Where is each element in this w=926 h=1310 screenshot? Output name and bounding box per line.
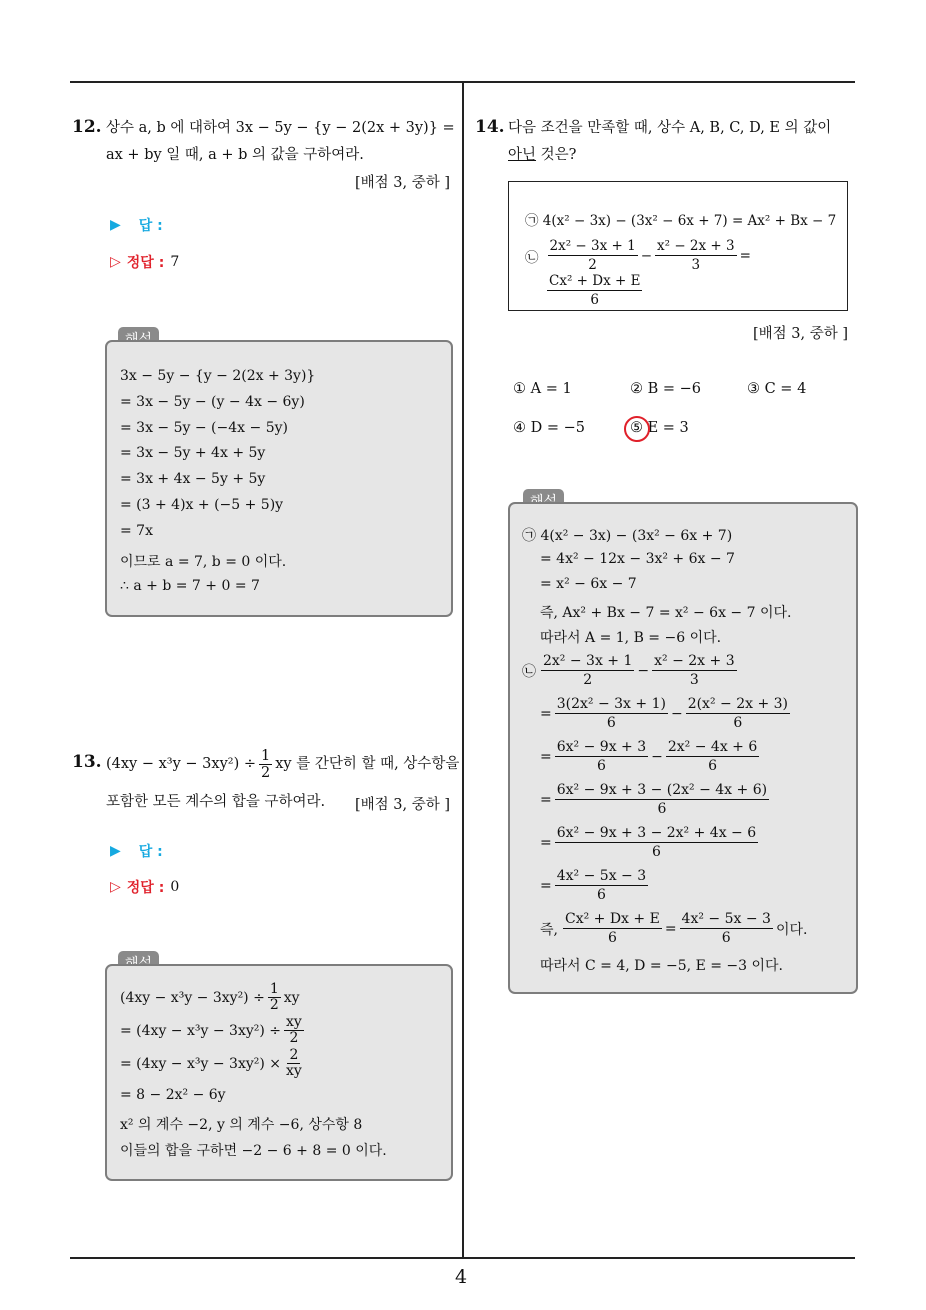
question-14-line1: 다음 조건을 만족할 때, 상수 A, B, C, D, E 의 값이 <box>508 120 832 136</box>
selected-answer-circle-mark <box>624 416 650 442</box>
question-12-line1: 상수 a, b 에 대하여 3x − 5y − {y − 2(2x + 3y)} = <box>106 120 455 136</box>
question-13-number: 13. <box>72 752 102 772</box>
question-13-line2: 포함한 모든 계수의 합을 구하여라. <box>106 794 326 810</box>
expression-left: (4xy − x³y − 3xy²) ÷ <box>106 756 256 772</box>
solution-line: = $\frac{\text{3(2x² − 3x + 1)}}{6}$ − $\frac{\text{2(x² − 2x + 3)}}{6}$ <box>540 696 788 731</box>
choice-3[interactable]: ③ C = 4 <box>747 381 807 397</box>
solution-line: 3x − 5y − {y − 2(2x + 3y)} <box>120 368 316 384</box>
bottom-rule <box>70 1257 855 1259</box>
solution-line: = 8 − 2x² − 6y <box>120 1087 226 1103</box>
solution-line: = $\frac{\text{6x² − 9x + 3 − (2x² − 4x + 6)}}{6}$ <box>540 782 768 817</box>
correct-value: 7 <box>170 254 180 270</box>
play-icon: ▶ <box>110 843 121 859</box>
question-12-score: [배점 3, 중하 ] <box>355 175 451 191</box>
question-14-line2: 아닌 것은? <box>508 147 577 163</box>
choice-2[interactable]: ② B = −6 <box>630 381 702 397</box>
solution-line: 따라서 C = 4, D = −5, E = −3 이다. <box>540 958 784 974</box>
solution-line: = $\frac{\text{4x² − 5x − 3}}{6}$ <box>540 868 647 903</box>
solution-line: ㉡ $\frac{\text{2x² − 3x + 1}}{2}$ − $\frac{\text{x² − 2x + 3}}{3}$ <box>522 653 735 688</box>
solution-line: 즉, $\frac{\text{Cx² + Dx + E}}{6}$ = $\frac{\text{4x² − 5x − 3}}{6}$ 이다. <box>540 911 808 946</box>
solution-line: = 3x + 4x − 5y + 5y <box>120 471 266 487</box>
choice-1[interactable]: ① A = 1 <box>513 381 572 397</box>
question-12-line2: ax + by 일 때, a + b 의 값을 구하여라. <box>106 147 364 163</box>
solution-line: 이들의 합을 구하면 −2 − 6 + 8 = 0 이다. <box>120 1143 387 1159</box>
solution-line: = (4xy − x³y − 3xy²) ÷ $\frac{xy}{2}$ <box>120 1014 302 1046</box>
expression-right: xy 를 간단히 할 때, 상수항을 <box>275 756 460 772</box>
solution-line: = x² − 6x − 7 <box>540 576 637 592</box>
solution-line: ∴ a + b = 7 + 0 = 7 <box>120 578 260 594</box>
choice-5[interactable]: ⑤ E = 3 <box>630 420 689 436</box>
solution-line: = (4xy − x³y − 3xy²) × $\frac{2}{xy}$ <box>120 1047 302 1079</box>
condition-2: ㉡ $\frac{\text{2x² − 3x + 1}}{2}$ − $\frac{\text{x² − 2x + 3}}{3}$ = <box>525 238 751 273</box>
answer-label: 답 : <box>138 218 163 234</box>
solution-line: = (3 + 4)x + (−5 + 5)y <box>120 497 284 513</box>
solution-line: (4xy − x³y − 3xy²) ÷ $\frac{1}{2}$ xy <box>120 981 300 1013</box>
column-divider <box>462 82 464 1258</box>
solution-line: = 3x − 5y − (−4x − 5y) <box>120 420 288 436</box>
solution-line: = 3x − 5y + 4x + 5y <box>120 445 266 461</box>
solution-line: = $\frac{\text{6x² − 9x + 3 − 2x² + 4x − 6}}{6}$ <box>540 825 757 860</box>
question-14-score: [배점 3, 중하 ] <box>753 326 849 342</box>
question-13-score: [배점 3, 중하 ] <box>355 797 451 813</box>
question-12-correct-row <box>110 252 179 272</box>
question-13-correct-row <box>110 877 179 897</box>
solution-line: 즉, Ax² + Bx − 7 = x² − 6x − 7 이다. <box>540 605 792 621</box>
solution-line: = $\frac{\text{6x² − 9x + 3}}{6}$ − $\frac{\text{2x² − 4x + 6}}{6}$ <box>540 739 758 774</box>
outline-triangle-icon: ▷ <box>110 879 121 895</box>
solution-line: = 4x² − 12x − 3x² + 6x − 7 <box>540 551 735 567</box>
play-icon: ▶ <box>110 217 121 233</box>
choice-4[interactable]: ④ D = −5 <box>513 420 585 436</box>
question-12-number: 12. <box>72 117 102 137</box>
solution-line: 따라서 A = 1, B = −6 이다. <box>540 630 722 646</box>
question-12-answer-row <box>110 215 163 235</box>
page-number: 4 <box>455 1266 468 1288</box>
fraction-one-half: $\frac{1}{2}$ <box>261 748 271 781</box>
condition-1: ㉠ 4(x² − 3x) − (3x² − 6x + 7) = Ax² + Bx − 7 <box>525 213 837 229</box>
question-13-line1 <box>106 748 459 781</box>
solution-line: = 7x <box>120 523 153 539</box>
outline-triangle-icon: ▷ <box>110 254 121 270</box>
question-13-answer-row <box>110 841 163 861</box>
correct-value: 0 <box>170 879 180 895</box>
correct-label: 정답 : <box>126 880 165 896</box>
correct-label: 정답 : <box>126 255 165 271</box>
question-14-number: 14. <box>475 117 505 137</box>
condition-2-continued: $\frac{\text{Cx² + Dx + E}}{6}$ <box>549 273 641 308</box>
solution-line: = 3x − 5y − (y − 4x − 6y) <box>120 394 305 410</box>
solution-line: x² 의 계수 −2, y 의 계수 −6, 상수항 8 <box>120 1117 363 1133</box>
answer-label: 답 : <box>138 844 163 860</box>
solution-line: ㉠ 4(x² − 3x) − (3x² − 6x + 7) <box>522 528 733 544</box>
underlined-word: 아닌 <box>508 147 537 163</box>
solution-line: 이므로 a = 7, b = 0 이다. <box>120 554 287 570</box>
